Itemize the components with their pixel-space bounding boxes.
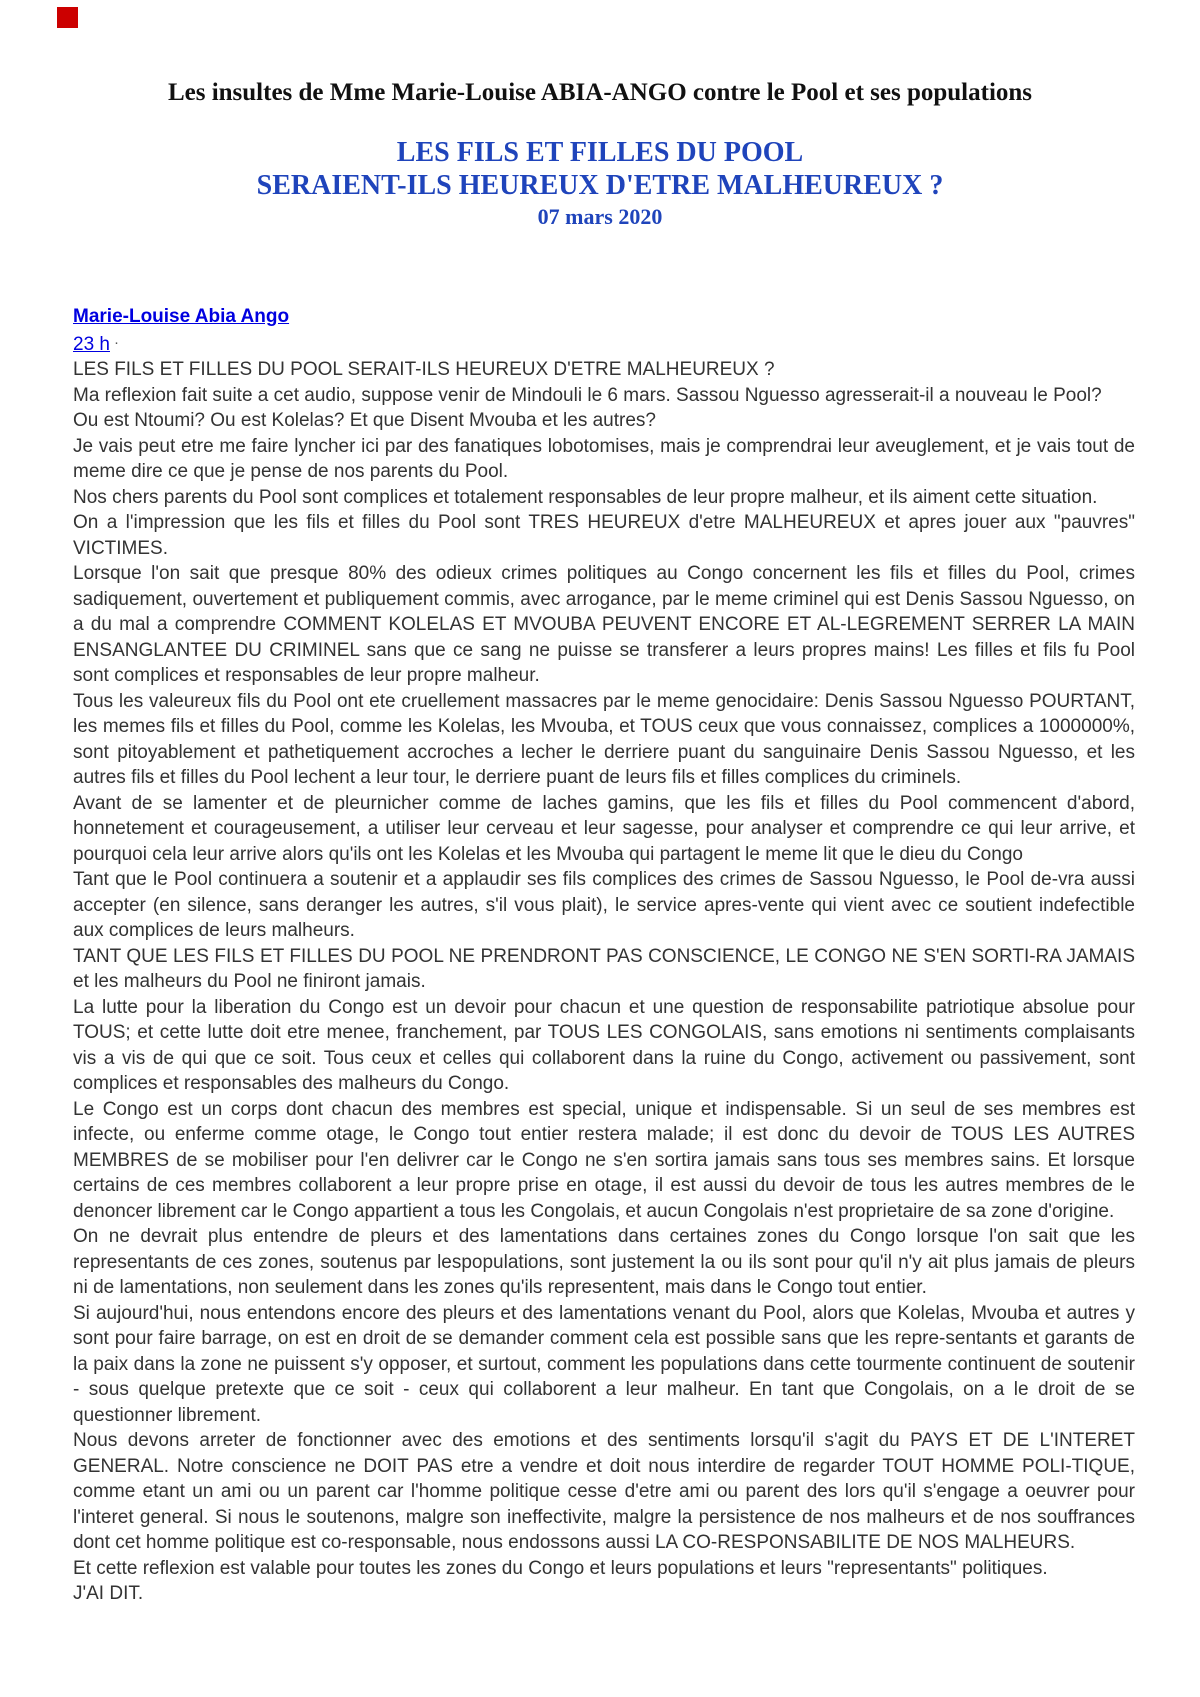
document-title-block xyxy=(0,136,1200,232)
post-paragraph: Si aujourd'hui, nous entendons encore des pleurs et des lamentations venant du Pool, alors que Kolelas, Mvouba et autres y sont pour faire barrage, on est en droit de se demander comment cela est possible sans que les repre-sentants et garants de la paix dans la zone ne puissent s'y opposer, et surtout, comment les populations dans cette tourmente continuent de soutenir - sous quelque pretexte que ce soit - ceux qui collaborent a leur malheur. En tant que Congolais, on a le droit de se questionner librement. xyxy=(73,1302,1135,1426)
timestamp-separator: · xyxy=(113,334,119,351)
post-paragraph: Nos chers parents du Pool sont complices et totalement responsables de leur propre malheur, et ils aiment cette situation. xyxy=(73,486,1098,508)
post-paragraph: Tous les valeureux fils du Pool ont ete cruellement massacres par le meme genocidaire: Denis Sassou Nguesso POURTANT, les memes fils et filles du Pool, comme les Kolelas, les Mvouba, et TOUS ceux que vous connaissez, complices a 1000000%, sont pitoyablement et pathetiquement accroches a lecher le derriere puant du sanguinaire Denis Sassou Nguesso, et les autres fils et filles du Pool lechent a leur tour, le derriere puant de leurs fils et filles complices du criminels. xyxy=(73,690,1135,788)
timestamp-row xyxy=(73,330,1135,357)
post-paragraph: J'AI DIT. xyxy=(73,1583,144,1604)
broken-image-marker xyxy=(57,7,78,28)
post-body xyxy=(73,357,1135,1607)
post-paragraph: Je vais peut etre me faire lyncher ici par des fanatiques lobotomises, mais je comprendrai leur aveuglement, et je vais tout de meme dire ce que je pense de nos parents du Pool. xyxy=(73,435,1135,482)
post-paragraph: Nous devons arreter de fonctionner avec des emotions et des sentiments lorsqu'il s'agit du PAYS ET DE L'INTERET GENERAL. Notre conscience ne DOIT PAS etre a vendre et doit nous interdire de regarder TOUT HOMME POLI-TIQUE, comme etant un ami ou un parent car l'homme politique cesse d'etre ami ou parent des lors qu'il s'engage a oeuvrer pour l'interet general. Si nous le soutenons, malgre son ineffectivite, malgre la persistence de nos malheurs et de nos souffrances dont cet homme politique est co-responsable, nous endossons aussi LA CO-RESPONSABILITE DE NOS MALHEURS. xyxy=(73,1430,1135,1553)
post-paragraph: Le Congo est un corps dont chacun des membres est special, unique et indispensable. Si un seul de ses membres est infecte, ou enferme comme otage, le Congo tout entier restera malade; il est donc du devoir de TOUS LES AUTRES MEMBRES de se mobiliser pour l'en delivrer car le Congo ne s'en sortira jamais sans tous ses membres sains. Et lorsque certains de ces membres collaborent a leur propre prise en otage, il est aussi du devoir de tous les autres membres de le denoncer librement car le Congo appartient a tous les Congolais, et aucun Congolais n'est proprietaire de sa zone d'origine. xyxy=(73,1098,1135,1222)
author-link[interactable]: Marie-Louise Abia Ango xyxy=(73,306,290,327)
document-title-line2: SERAIENT-ILS HEUREUX D'ETRE MALHEUREUX ? xyxy=(256,170,944,201)
post-paragraph: On a l'impression que les fils et filles du Pool sont TRES HEUREUX d'etre MALHEUREUX et apres jouer aux "pauvres" VICTIMES. xyxy=(73,512,1135,559)
post-paragraph: TANT QUE LES FILS ET FILLES DU POOL NE PRENDRONT PAS CONSCIENCE, LE CONGO NE S'EN SORTI-RA JAMAIS et les malheurs du Pool ne finiront jamais. xyxy=(73,945,1135,992)
document-title-line1: LES FILS ET FILLES DU POOL xyxy=(396,137,804,168)
document-kicker: Les insultes de Mme Marie-Louise ABIA-ANGO contre le Pool et ses populations xyxy=(167,79,1033,106)
post-paragraph: Ma reflexion fait suite a cet audio, suppose venir de Mindouli le 6 mars. Sassou Nguesso agresserait-il a nouveau le Pool? xyxy=(73,384,1102,406)
timestamp-link[interactable]: 23 h xyxy=(73,334,110,355)
post-paragraph: LES FILS ET FILLES DU POOL SERAIT-ILS HEUREUX D'ETRE MALHEUREUX ? xyxy=(73,359,775,380)
post-container xyxy=(73,304,1135,1607)
document-date: 07 mars 2020 xyxy=(537,204,663,229)
post-paragraph: Tant que le Pool continuera a soutenir et a applaudir ses fils complices des crimes de Sassou Nguesso, le Pool de-vra aussi accepter (en silence, sans deranger les autres, s'il vous plait), le service apres-vente qui vient avec ce soutient indefectible aux complices de leurs malheurs. xyxy=(73,869,1135,941)
post-paragraph: On ne devrait plus entendre de pleurs et des lamentations dans certaines zones du Congo lorsque l'on sait que les representants de ces zones, soutenus par lespopulations, sont justement la ou ils sont pour qu'il n'y ait plus jamais de pleurs ni de lamentations, non seulement dans les zones qu'ils representent, mais dans le Congo tout entier. xyxy=(73,1226,1135,1298)
post-paragraph: Ou est Ntoumi? Ou est Kolelas? Et que Disent Mvouba et les autres? xyxy=(73,410,656,431)
post-paragraph: La lutte pour la liberation du Congo est un devoir pour chacun et une question de responsabilite patriotique absolue pour TOUS; et cette lutte doit etre menee, franchement, par TOUS LES CONGOLAIS, sans emotions ni sentiments complaisants vis a vis de qui que ce soit. Tous ceux et celles qui collaborent dans la ruine du Congo, activement ou passivement, sont complices et responsables des malheurs du Congo. xyxy=(73,996,1135,1094)
author-row xyxy=(73,304,1135,330)
post-paragraph: Et cette reflexion est valable pour toutes les zones du Congo et leurs populations et leurs "representants" politiques. xyxy=(73,1557,1048,1579)
post-paragraph: Lorsque l'on sait que presque 80% des odieux crimes politiques au Congo concernent les fils et filles du Pool, crimes sadiquement, ouvertement et publiquement commis, avec arrogance, par le meme criminel qui est Denis Sassou Nguesso, on a du mal a comprendre COMMENT KOLELAS ET MVOUBA PEUVENT ENCORE ET AL-LEGREMENT SERRER LA MAIN ENSANGLANTEE DU CRIMINEL sans que ce sang ne puisse se transferer a leurs propres mains! Les filles et fils fu Pool sont complices et responsables de leur propre malheur. xyxy=(73,563,1135,686)
post-paragraph: Avant de se lamenter et de pleurnicher comme de laches gamins, que les fils et filles du Pool commencent d'abord, honnetement et courageusement, a utiliser leur cerveau et leur sagesse, pour analyser et comprendre ce qui leur arrive, et pourquoi cela leur arrive alors qu'ils ont les Kolelas et les Mvouba qui partagent le meme lit que le dieu du Congo xyxy=(73,792,1135,865)
